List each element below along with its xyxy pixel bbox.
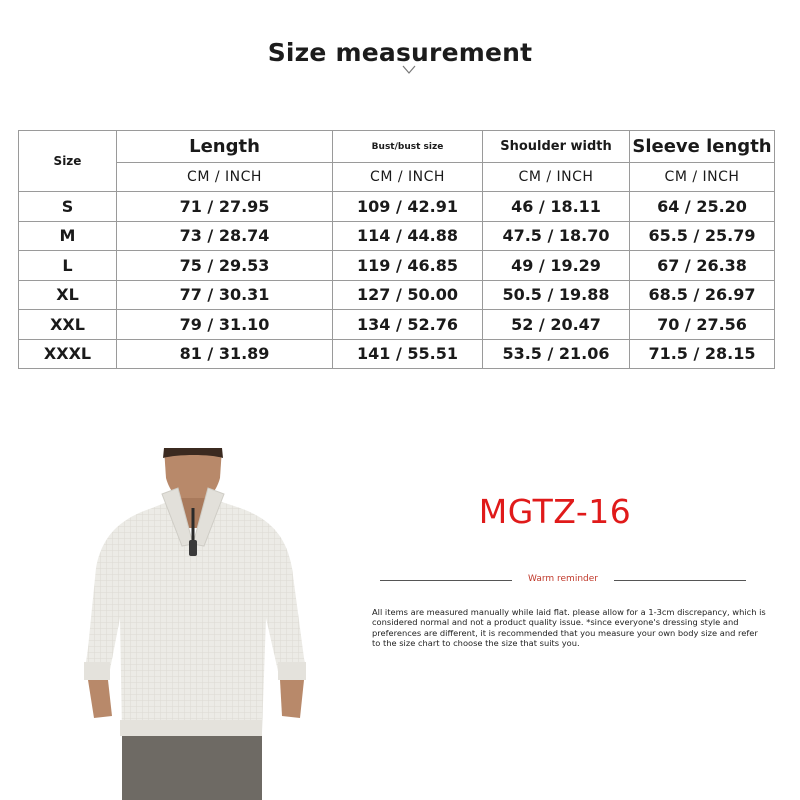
sleeve-cell: 64 / 25.20: [630, 192, 775, 222]
unit-label: CM / INCH: [483, 163, 630, 192]
sleeve-cell: 67 / 26.38: [630, 251, 775, 281]
bust-cell: 134 / 52.76: [333, 310, 483, 340]
size-cell: XXL: [19, 310, 117, 340]
shoulder-cell: 53.5 / 21.06: [483, 339, 630, 369]
table-row: [19, 251, 775, 281]
column-header-shoulder: Shoulder width: [483, 131, 630, 163]
bust-cell: 141 / 55.51: [333, 339, 483, 369]
sleeve-cell: 65.5 / 25.79: [630, 221, 775, 251]
divider: [614, 580, 746, 581]
length-cell: 71 / 27.95: [117, 192, 333, 222]
bust-cell: 127 / 50.00: [333, 280, 483, 310]
length-cell: 81 / 31.89: [117, 339, 333, 369]
size-chart-table: [18, 130, 775, 369]
column-header-length: Length: [117, 131, 333, 163]
size-header: Size: [19, 131, 117, 192]
warm-reminder-label: Warm reminder: [528, 574, 598, 584]
size-cell: XXXL: [19, 339, 117, 369]
divider: [380, 580, 512, 581]
column-header-sleeve: Sleeve length: [630, 131, 775, 163]
column-header-bust: Bust/bust size: [333, 131, 483, 163]
page-title: Size measurement: [267, 38, 533, 67]
model-sweater-image: [82, 448, 312, 800]
length-cell: 77 / 30.31: [117, 280, 333, 310]
unit-label: CM / INCH: [630, 163, 775, 192]
unit-label: CM / INCH: [333, 163, 483, 192]
bust-cell: 109 / 42.91: [333, 192, 483, 222]
size-cell: XL: [19, 280, 117, 310]
shoulder-cell: 50.5 / 19.88: [483, 280, 630, 310]
table-row: [19, 192, 775, 222]
product-code: MGTZ-16: [478, 492, 632, 531]
table-row: [19, 310, 775, 340]
unit-label: CM / INCH: [117, 163, 333, 192]
length-cell: 73 / 28.74: [117, 221, 333, 251]
sleeve-cell: 71.5 / 28.15: [630, 339, 775, 369]
shoulder-cell: 49 / 19.29: [483, 251, 630, 281]
size-cell: S: [19, 192, 117, 222]
bust-cell: 114 / 44.88: [333, 221, 483, 251]
shoulder-cell: 47.5 / 18.70: [483, 221, 630, 251]
table-row: [19, 280, 775, 310]
reminder-text: All items are measured manually while laid flat. please allow for a 1-3cm discrepancy, which is considered normal and not a product quality issue. *since everyone's dressing style and preferences are different, it is recommended that you measure your own body size and refer to the size chart to choose the size that suits you.: [372, 607, 766, 648]
table-row: [19, 221, 775, 251]
length-cell: 75 / 29.53: [117, 251, 333, 281]
sleeve-cell: 68.5 / 26.97: [630, 280, 775, 310]
bust-cell: 119 / 46.85: [333, 251, 483, 281]
size-cell: L: [19, 251, 117, 281]
shoulder-cell: 52 / 20.47: [483, 310, 630, 340]
length-cell: 79 / 31.10: [117, 310, 333, 340]
shoulder-cell: 46 / 18.11: [483, 192, 630, 222]
chevron-down-icon: [402, 62, 416, 76]
size-cell: M: [19, 221, 117, 251]
sleeve-cell: 70 / 27.56: [630, 310, 775, 340]
table-row: [19, 339, 775, 369]
